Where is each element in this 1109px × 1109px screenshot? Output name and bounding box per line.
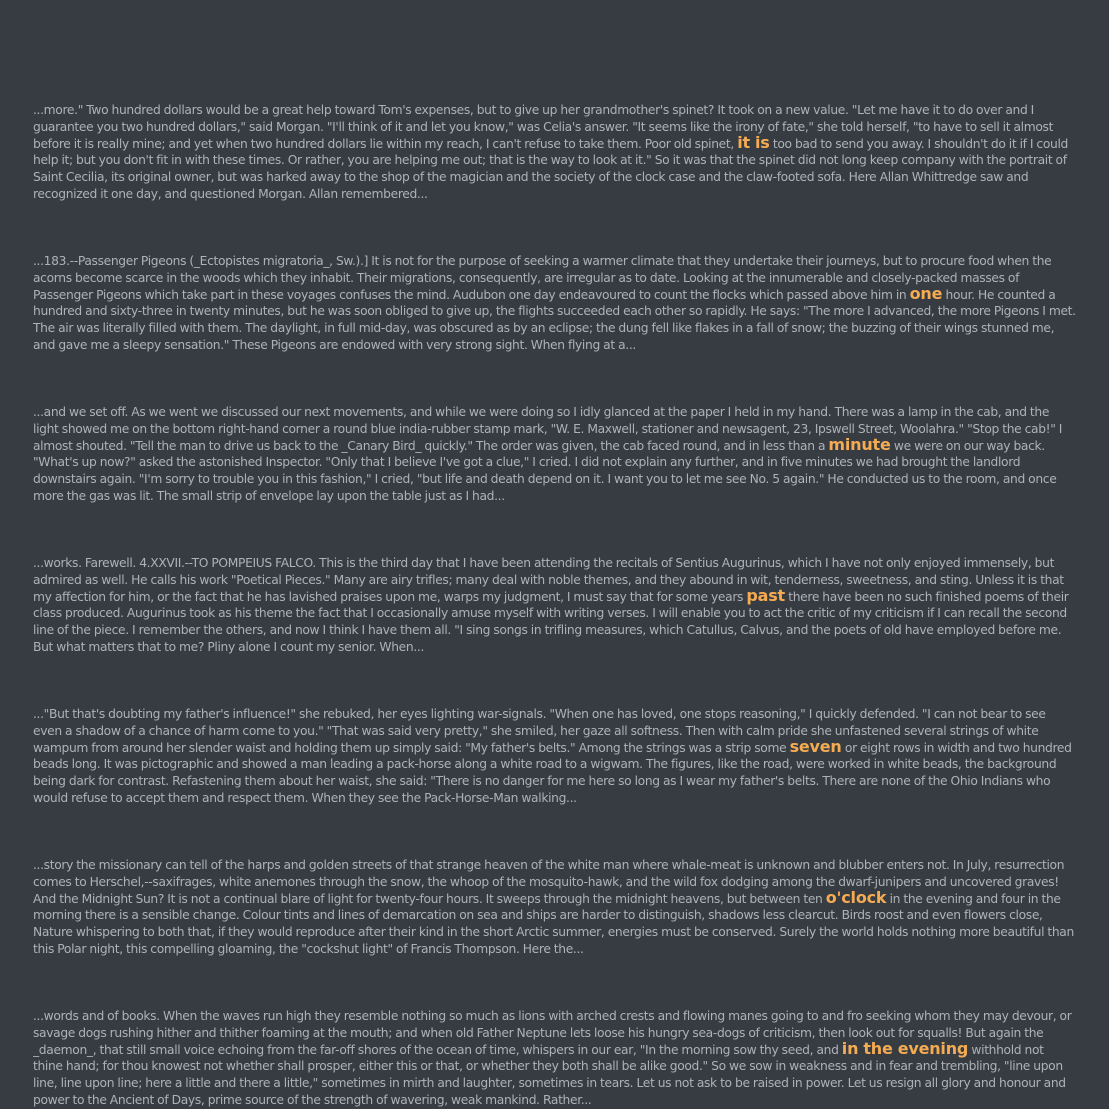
highlighted-phrase: minute (828, 434, 891, 454)
passage-2 (33, 253, 1076, 354)
passage-text-after: hour. He counted a hundred and sixty-three in twenty minutes, but he was soon obliged to give up, the flights succeeded each other so rapidly. He says: "The more I advanced, the more Pigeons I met. The air was literally filled with them. The daylight, in full mid-day, was obscured as by an eclipse; the dung fell like flakes in a fall of snow; the buzzing of their wings stunned me, and gave me a sleepy sensation." These Pigeons are endowed with very strong sight. When flying at a... (33, 287, 1076, 352)
passage-text-before: ...words and of books. When the waves run high they resemble nothing so much as lions with arched crests and flowing manes going to and fro seeking whom they may devour, or savage dogs rushing hither and thither foaming at the mouth; and when old Father Neptune lets loose his hungry sea-dogs of criticism, then look out for squalls! But again the _daemon_, that still small voice echoing from the far-off shores of the ocean of time, whispers in our ear, "In the morning sow thy seed, and (33, 1009, 1072, 1057)
highlighted-phrase: one (909, 283, 943, 303)
passage-text-before: ...story the missionary can tell of the harps and golden streets of that strange heaven of the white man where whale-meat is unknown and blubber enters not. In July, resurrection comes to Herschel,--saxifrages, white anemones through the snow, the whoop of the mosquito-hawk, and the wild fox dodging among the dwarf-junipers and uncovered graves! And the Midnight Sun? It is not a continual blare of light for twenty-four hours. It sweeps through the midnight heavens, but between ten (33, 858, 1065, 906)
passage-text-after: we were on our way back. "What's up now?" asked the astonished Inspector. "Only that I believe I've got a clue," I cried. I did not explain any further, and in five minutes we had brought the landlord downstairs again. "I'm sorry to trouble you in this fashion," I cried, "but life and death depend on it. I want you to let me see No. 5 again." He conducted us to the room, and once more the gas was lit. The small strip of envelope lay upon the table just as I had... (33, 438, 1057, 503)
passage-3 (33, 404, 1076, 505)
passage-7 (33, 1008, 1076, 1109)
highlighted-phrase: it is (737, 132, 770, 152)
passage-text-after: in the evening and four in the morning there is a sensible change. Colour tints and lines of demarcation on sea and ships are harder to distinguish, shadows less clearcut. Birds roost and even flowers close, Nature whispering to both that, if they would reproduce after their kind in the short Arctic summer, energies must be conserved. Surely the world holds nothing more beautiful than this Polar night, this compelling gloaming, the "cockshut light" of Francis Thompson. Here the... (33, 891, 1074, 956)
passage-5 (33, 706, 1076, 807)
highlighted-phrase: seven (789, 736, 842, 756)
passage-6 (33, 857, 1076, 958)
passage-text-before: ..."But that's doubting my father's influence!" she rebuked, her eyes lighting war-signals. "When one has loved, one stops reasoning," I quickly defended. "I can not bear to see even a shadow of a chance of harm come to you." "That was said very pretty," she smiled, her gaze all softness. Then with calm pride she unfastened several strings of white wampum from around her slender waist and holding them up simply said: "My father's belts." Among the strings was a strip some (33, 707, 1046, 755)
highlighted-phrase: past (746, 585, 785, 605)
passage-text-before: ...and we set off. As we went we discussed our next movements, and while we were doing so I idly glanced at the paper I held in my hand. There was a lamp in the cab, and the light showed me on the bottom right-hand corner a round blue india-rubber stamp mark, "W. E. Maxwell, stationer and newsagent, 23, Ipswell Street, Woolahra." "Stop the cab!" I almost shouted. "Tell the man to drive us back to the _Canary Bird_ quickly." The order was given, the cab faced round, and in less than a (33, 405, 1063, 453)
highlighted-phrase: in the evening (841, 1038, 969, 1058)
passage-text-before: ...more." Two hundred dollars would be a great help toward Tom's expenses, but to give up her grandmother's spinet? It took on a new value. "Let me have it to do over and I guarantee you two hundred dollars," said Morgan. "I'll think of it and let you know," was Celia's answer. "It seems like the irony of fate," she told herself, "to have to sell it almost before it is really mine; and yet when two hundred dollars lie within my reach, I can't refuse to take them. Poor old spinet, (33, 103, 1054, 151)
passage-text-after: or eight rows in width and two hundred beads long. It was pictographic and showed a man leading a pack-horse along a white road to a wigwam. The figures, like the road, were worked in white beads, the background being dark for contrast. Refastening them about her waist, she said: "There is no danger for me here so long as I wear my father's belts. There are none of the Ohio Indians who would refuse to accept them and respect them. When they see the Pack-Horse-Man walking... (33, 740, 1072, 805)
passage-text-before: ...works. Farewell. 4.XXVII.--TO POMPEIUS FALCO. This is the third day that I have been attending the recitals of Sentius Augurinus, which I have not only enjoyed immensely, but admired as well. He calls his work "Poetical Pieces." Many are airy trifles; many deal with noble themes, and they abound in wit, tenderness, sweetness, and sting. Unless it is that my affection for him, or the fact that he has lavished praises upon me, warps my judgment, I must say that for some years (33, 556, 1064, 604)
highlighted-phrase: o'clock (825, 887, 887, 907)
passage-4 (33, 555, 1076, 656)
passage-text-after: there have been no such finished poems of their class produced. Augurinus took as his theme the fact that I occasionally amuse myself with writing verses. I will enable you to act the critic of my criticism if I can recall the second line of the piece. I remember the others, and now I think I have them all. "I sing songs in trifling measures, which Catullus, Calvus, and the poets of old have employed before me. But what matters that to me? Pliny alone I count my senior. When... (33, 589, 1069, 654)
passage-text-before: ...183.--Passenger Pigeons (_Ectopistes migratoria_, Sw.).] It is not for the purpose of seeking a warmer climate that they undertake their journeys, but to procure food when the acorns become scarce in the woods which they inhabit. Their migrations, consequently, are irregular as to date. Looking at the innumerable and closely-packed masses of Passenger Pigeons which take part in these voyages confuses the mind. Audubon one day endeavoured to count the flocks which passed above him in (33, 254, 1052, 302)
passage-1 (33, 102, 1076, 203)
passage-text-after: too bad to send you away. I shouldn't do it if I could help it; but you don't fit in with these times. Or rather, you are helping me out; that is the way to look at it." So it was that the spinet did not long keep company with the portrait of Saint Cecilia, its original owner, but was harked away to the shop of the magician and the society of the clock case and the claw-footed sofa. Here Allan Whittredge saw and recognized it one day, and questioned Morgan. Allan remembered... (33, 136, 1068, 201)
passage-text-after: withhold not thine hand; for thou knowest not whether shall prosper, either this or that, or whether they both shall be alike good." So we sow in weakness and in fear and trembling, "line upon line, line upon line; here a little and there a little," sometimes in mirth and laughter, sometimes in tears. Let us not ask to be raised in power. Let us resign all glory and honour and power to the Ancient of Days, prime source of the strength of wavering, weak mankind. Rather... (33, 1042, 1066, 1107)
